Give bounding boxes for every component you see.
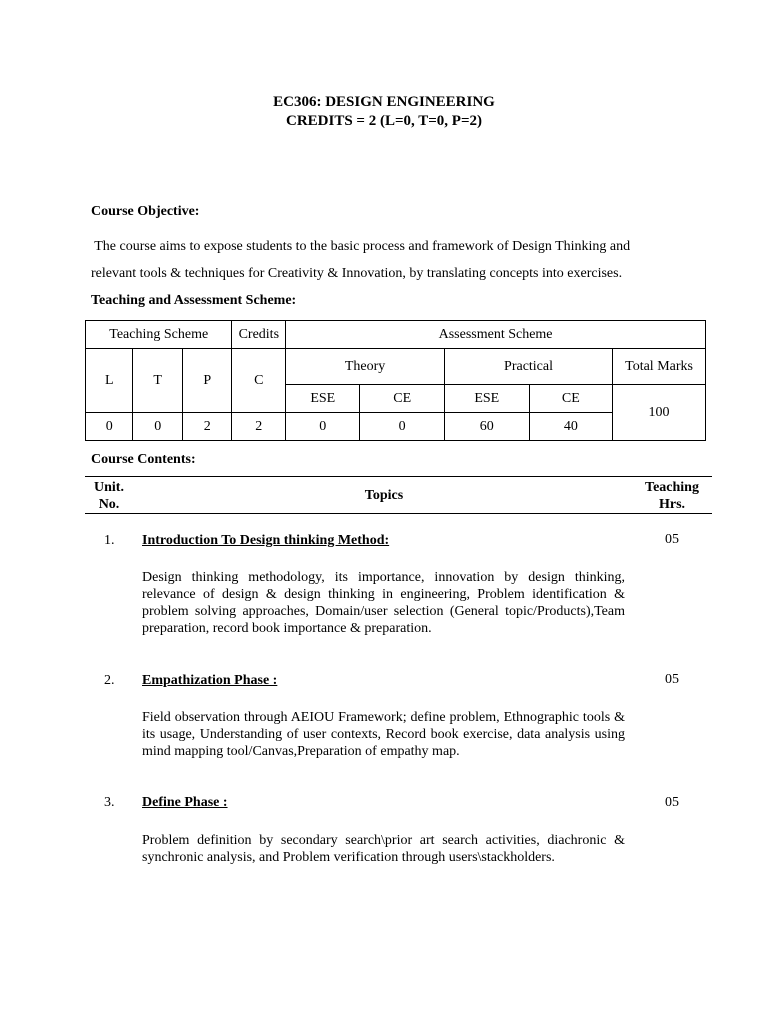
objective-heading: Course Objective: [91,204,200,219]
t-header: T [133,349,183,413]
teaching-scheme-header: Teaching Scheme [86,321,232,349]
p-header: P [182,349,232,413]
hrs-header-line-2: Hrs. [658,497,686,512]
theory-ese-header: ESE [286,385,360,413]
unit-hours: 05 [665,795,679,810]
t-value: 0 [133,413,183,441]
unit-title: Empathization Phase : [142,673,278,688]
unit-description: Problem definition by secondary search\prior art search activities, diachronic & synchronic analysis, and Problem verification through users\stackholders. [142,833,625,865]
unit-header-line-2: No. [98,497,120,512]
practical-ese-value: 60 [444,413,529,441]
theory-ce-header: CE [360,385,445,413]
total-marks-value: 100 [613,385,706,441]
theory-header: Theory [286,349,445,385]
hrs-header-line-1: Teaching [645,480,699,495]
l-value: 0 [86,413,133,441]
unit-title: Define Phase : [142,795,228,810]
theory-ese-value: 0 [286,413,360,441]
contents-heading: Course Contents: [91,452,196,467]
unit-number: 2. [104,673,115,688]
practical-ese-header: ESE [444,385,529,413]
credits-line: CREDITS = 2 (L=0, T=0, P=2) [285,113,483,129]
unit-hours: 05 [665,672,679,687]
unit-description: Design thinking methodology, its importance, innovation by design thinking, relevance of design & design thinking in engineering, Problem identification & problem solving approaches, Domain/user selection (General topic/Products),Team preparation, record book importance & preparation. [142,570,625,636]
total-marks-header: Total Marks [613,349,706,385]
unit-number: 3. [104,795,115,810]
contents-top-rule [85,476,712,477]
course-title: EC306: DESIGN ENGINEERING [273,94,495,110]
theory-ce-value: 0 [360,413,445,441]
l-header: L [86,349,133,413]
practical-ce-value: 40 [529,413,613,441]
unit-hours: 05 [665,532,679,547]
teaching-hrs-header [636,479,708,513]
scheme-table [85,320,706,441]
unit-no-header [85,479,133,513]
practical-header: Practical [444,349,612,385]
topics-header: Topics [364,488,404,503]
unit-number: 1. [104,533,115,548]
assessment-scheme-header: Assessment Scheme [286,321,706,349]
objective-line-1: The course aims to expose students to the basic process and framework of Design Thinking and [91,239,631,254]
contents-header-rule [85,513,712,514]
objective-line-2: relevant tools & techniques for Creativity & Innovation, by translating concepts into exercises. [91,266,623,281]
p-value: 2 [182,413,232,441]
c-header: C [232,349,286,413]
unit-title: Introduction To Design thinking Method: [142,533,390,548]
practical-ce-header: CE [529,385,613,413]
c-value: 2 [232,413,286,441]
unit-header-line-1: Unit. [94,480,124,495]
unit-description: Field observation through AEIOU Framework; define problem, Ethnographic tools & its usage, Understanding of user contexts, Record book exercise, data analysis using mind mapping tool/Canvas,Preparation of empathy map. [142,710,625,759]
scheme-heading: Teaching and Assessment Scheme: [91,293,297,308]
credits-header: Credits [232,321,286,349]
